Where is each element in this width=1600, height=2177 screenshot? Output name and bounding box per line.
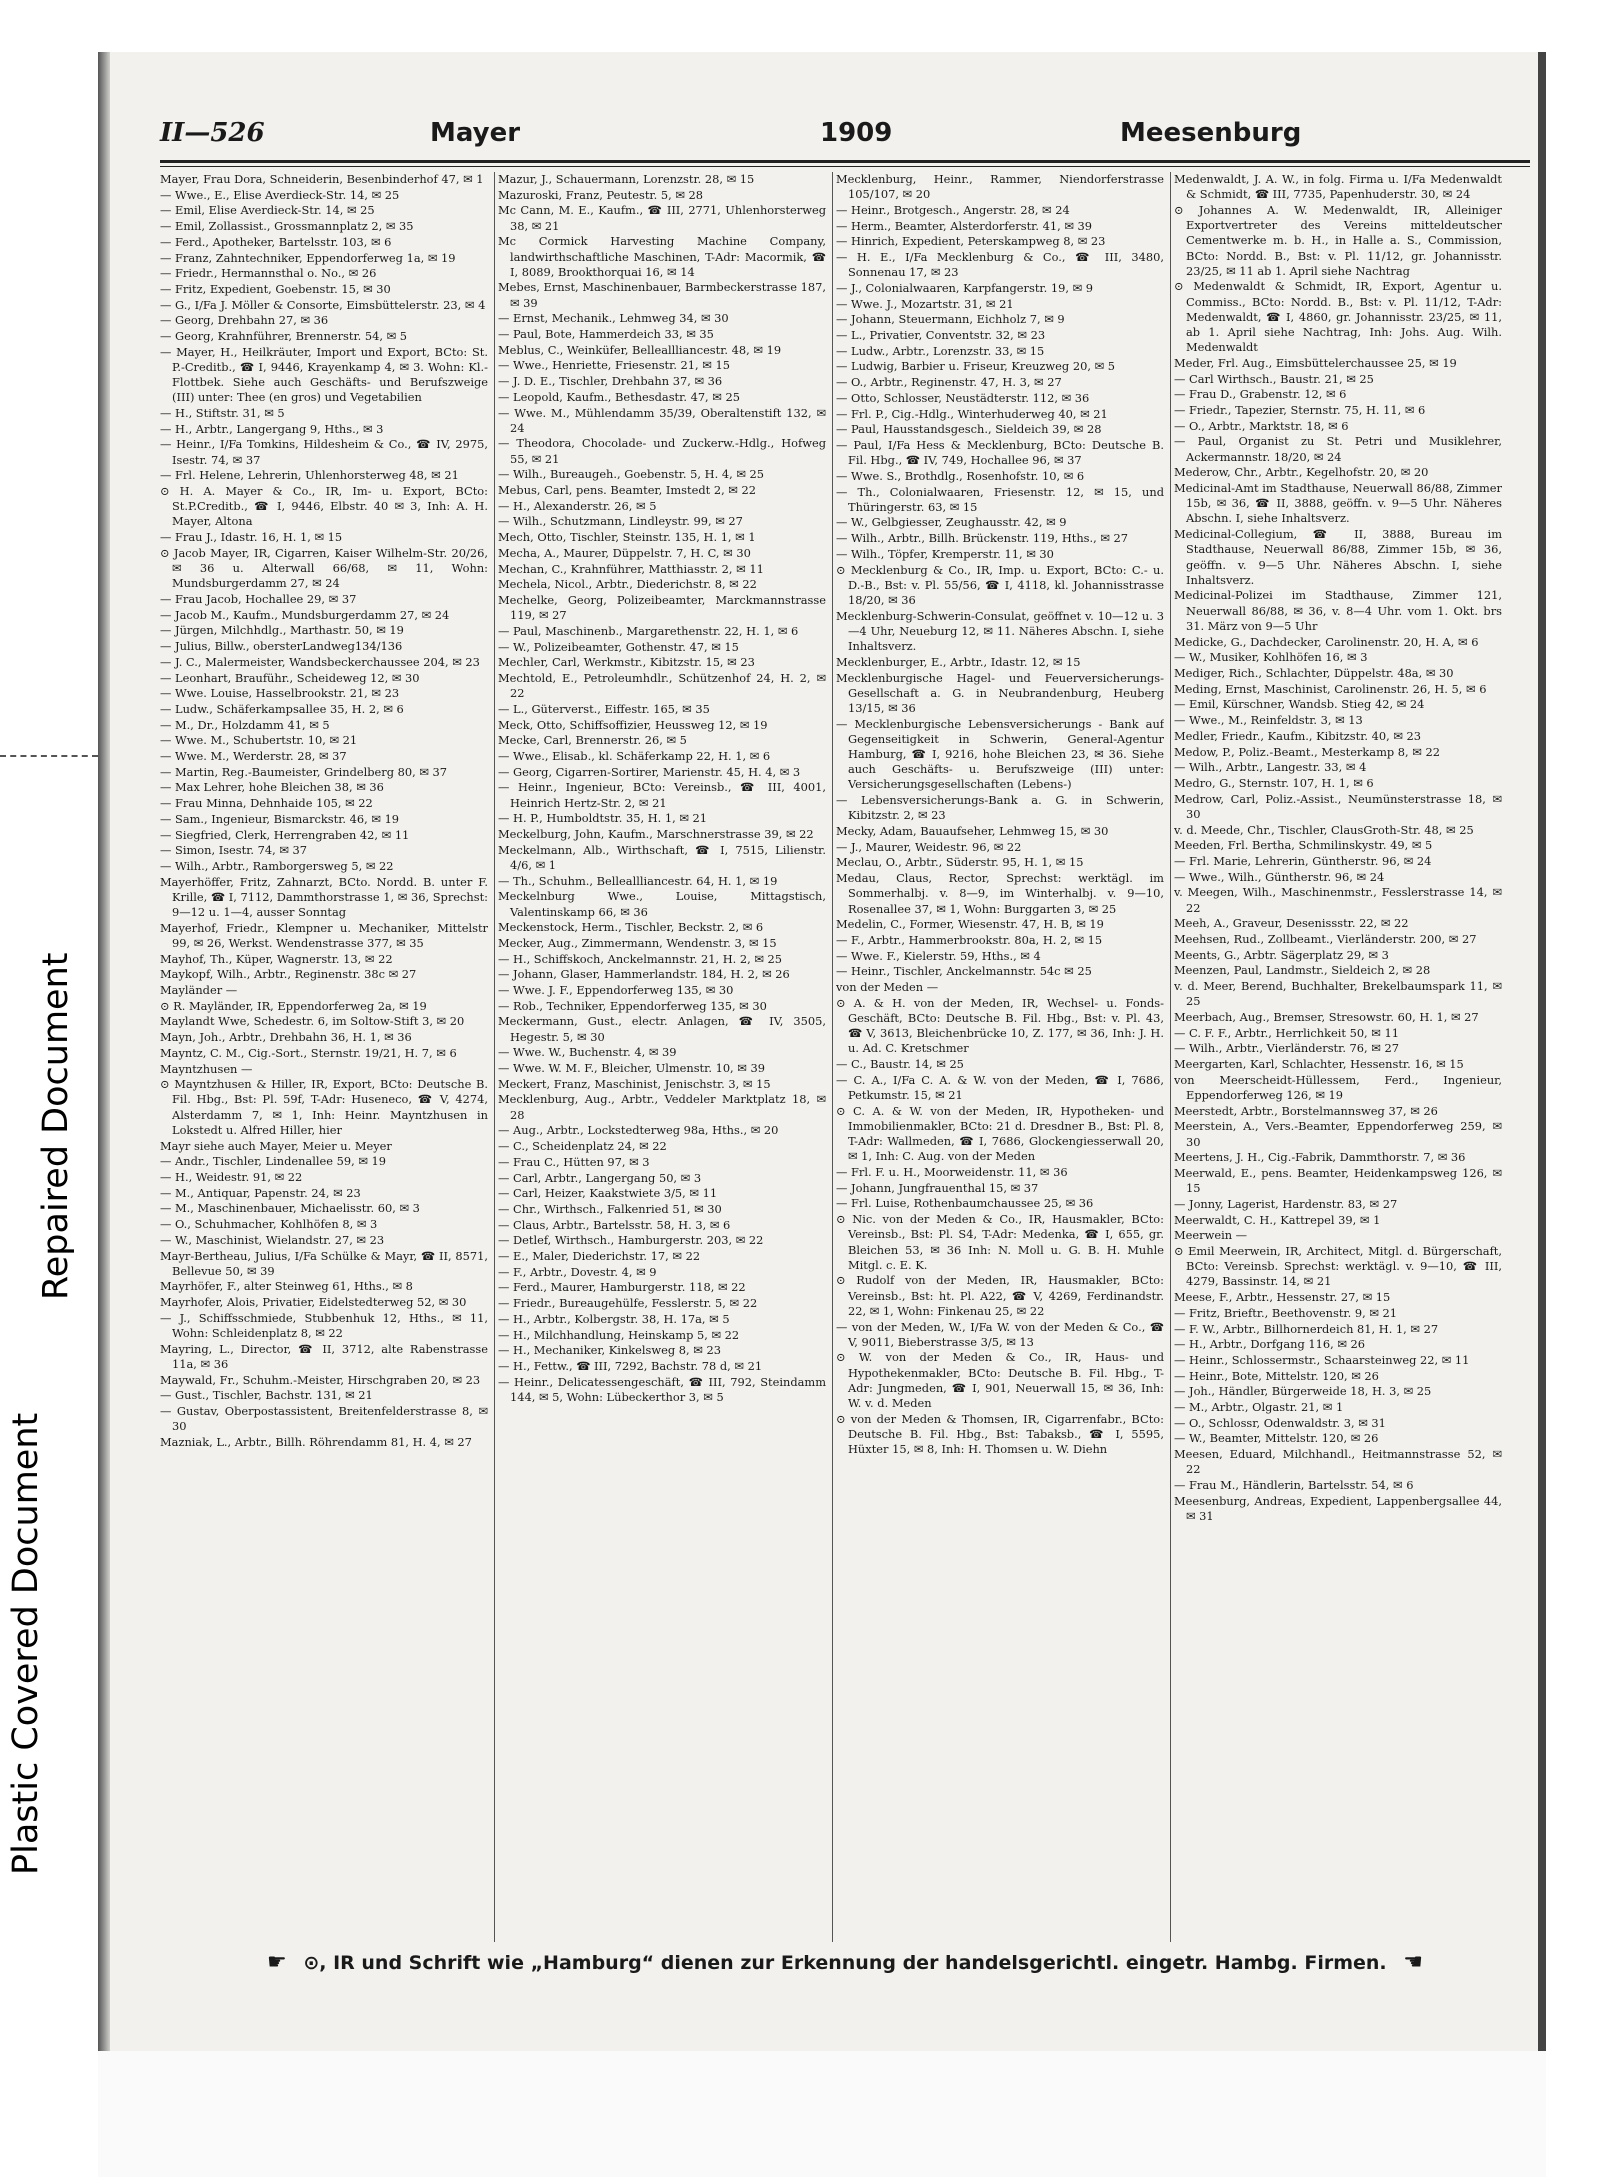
directory-entry: Medicinal-Amt im Stadthause, Neuerwall 86/88, Zimmer 15b, ✉ 36, ☎ II, 3888, geöffn. v. 9—5 Uhr. Näheres Abschn. I, siehe Inhaltsverz. xyxy=(1174,481,1502,526)
directory-entry: — H., Schiffskoch, Anckelmannstr. 21, H. 2, ✉ 25 xyxy=(498,951,783,966)
directory-entry: Meerwein — xyxy=(1174,1228,1248,1243)
directory-entry: Medrow, Carl, Poliz.-Assist., Neumünsterstrasse 18, ✉ 30 xyxy=(1174,791,1502,821)
directory-entry: ⊙ von der Meden & Thomsen, IR, Cigarrenfabr., BCto: Deutsche B. Fil. Hbg., Bst: Tabaksb., ☎ I, 5595, Hüxter 15, ✉ 8, Inh: H. Thomsen u. W. Diehn xyxy=(836,1411,1164,1457)
directory-entry: — Emil, Zollassist., Grossmannplatz 2, ✉ 35 xyxy=(160,219,414,234)
directory-entry: Medow, P., Poliz.-Beamt., Mesterkamp 8, ✉ 22 xyxy=(1174,744,1440,759)
directory-entry: Meckelmann, Alb., Wirthschaft, ☎ I, 7515, Lilienstr. 4/6, ✉ 1 xyxy=(498,842,826,872)
directory-entry: — Georg, Cigarren-Sortirer, Marienstr. 45, H. 4, ✉ 3 xyxy=(498,764,801,779)
directory-entry: Mechan, C., Krahnführer, Matthiasstr. 2, ✉ 11 xyxy=(498,561,764,576)
directory-entry: — Wwe. M., Mühlendamm 35/39, Oberaltenstift 132, ✉ 24 xyxy=(498,405,826,435)
directory-entry: ⊙ W. von der Meden & Co., IR, Haus- und Hypothekenmakler, BCto: Deutsche B. Fil. Hbg., T-Adr: Jungmeden, ☎ I, 901, Neuerwall 15, ✉ 36, Inh: W. v. d. Meden xyxy=(836,1350,1164,1411)
directory-entry: — Frau C., Hütten 97, ✉ 3 xyxy=(498,1154,650,1169)
directory-entry: — Wilh., Schutzmann, Lindleystr. 99, ✉ 27 xyxy=(498,514,743,529)
directory-entry: Mechela, Nicol., Arbtr., Diederichstr. 8, ✉ 22 xyxy=(498,577,757,592)
label-inner: Repaired Document xyxy=(36,952,76,1300)
directory-entry: Mecklenburg, Aug., Arbtr., Veddeler Marktplatz 18, ✉ 28 xyxy=(498,1092,826,1122)
directory-entry: ⊙ Mecklenburg & Co., IR, Imp. u. Export, BCto: C.- u. D.-B., Bst: v. Pl. 55/56, ☎ I, 4118, kl. Johannisstrasse 18/20, ✉ 36 xyxy=(836,562,1164,607)
directory-entry: Mayn, Joh., Arbtr., Drehbahn 36, H. 1, ✉ 36 xyxy=(160,1030,412,1045)
directory-entry: — M., Dr., Holzdamm 41, ✉ 5 xyxy=(160,717,330,732)
directory-entry: — Wilh., Arbtr., Langestr. 33, ✉ 4 xyxy=(1174,760,1367,775)
directory-entry: Mayerhof, Friedr., Klempner u. Mechaniker, Mittelstr 99, ✉ 26, Werkst. Wendenstrasse 377, ✉ 35 xyxy=(160,920,488,950)
last-name-header: Meesenburg xyxy=(1120,118,1302,148)
directory-entry: — Leopold, Kaufm., Bethesdastr. 47, ✉ 25 xyxy=(498,389,740,404)
directory-entry: Meckermann, Gust., electr. Anlagen, ☎ IV, 3505, Hegestr. 5, ✉ 30 xyxy=(498,1014,826,1044)
directory-entry: — Frl. P., Cig.-Hdlg., Winterhuderweg 40, ✉ 21 xyxy=(836,406,1108,421)
directory-entry: v. d. Meer, Berend, Buchhalter, Brekelbaumspark 11, ✉ 25 xyxy=(1174,979,1502,1009)
directory-entry: — Johann, Glaser, Hammerlandstr. 184, H. 2, ✉ 26 xyxy=(498,967,790,982)
directory-entry: — Ernst, Mechanik., Lehmweg 34, ✉ 30 xyxy=(498,311,729,326)
directory-entry: Meenzen, Paul, Landmstr., Sieldeich 2, ✉ 28 xyxy=(1174,963,1431,978)
pointing-hand-icon: ☛ xyxy=(266,1950,287,1975)
directory-entry: — Paul, Maschinenb., Margarethenstr. 22, H. 1, ✉ 6 xyxy=(498,623,799,638)
directory-entry: Meclau, O., Arbtr., Süderstr. 95, H. 1, ✉ 15 xyxy=(836,855,1084,870)
page-number: II—526 xyxy=(160,118,265,148)
directory-entry: Medau, Claus, Rector, Sprechst: werktägl. im Sommerhalbj. v. 8—9, im Winterhalbj. v. 9—10, Rosenallee 37, ✉ 1, Wohn: Burggarten 3, ✉ 25 xyxy=(836,871,1164,916)
directory-entry: Mc Cann, M. E., Kaufm., ☎ III, 2771, Uhlenhorsterweg 38, ✉ 21 xyxy=(498,203,826,233)
directory-entry: — Frl. Helene, Lehrerin, Uhlenhorsterweg 48, ✉ 21 xyxy=(160,468,459,483)
directory-entry: — M., Arbtr., Olgastr. 21, ✉ 1 xyxy=(1174,1400,1344,1415)
directory-entry: — Martin, Reg.-Baumeister, Grindelberg 80, ✉ 37 xyxy=(160,764,448,779)
directory-entry: Mecklenburg-Schwerin-Consulat, geöffnet v. 10—12 u. 3—4 Uhr, Neueburg 12, ✉ 11. Näheres Abschn. I, siehe Inhaltsverz. xyxy=(836,608,1164,654)
directory-entry: Mayntz, C. M., Cig.-Sort., Sternstr. 19/21, H. 7, ✉ 6 xyxy=(160,1045,457,1060)
directory-entry: Meckenstock, Herm., Tischler, Beckstr. 2, ✉ 6 xyxy=(498,920,764,935)
directory-entry: Mecky, Adam, Bauaufseher, Lehmweg 15, ✉ 30 xyxy=(836,824,1109,839)
directory-entry: — Georg, Drehbahn 27, ✉ 36 xyxy=(160,313,329,328)
scanned-page xyxy=(98,52,1546,2051)
directory-entry: — Wwe. J., Mozartstr. 31, ✉ 21 xyxy=(836,296,1014,311)
directory-entry: Medenwaldt, J. A. W., in folg. Firma u. I/Fa Medenwaldt & Schmidt, ☎ III, 7735, Papenhuderstr. 30, ✉ 24 xyxy=(1174,172,1502,202)
directory-entry: Mecklenburgische Hagel- und Feuerversicherungs-Gesellschaft a. G. in Neubrandenburg, Heuberg 13/15, ✉ 36 xyxy=(836,670,1164,715)
directory-entry: Mayrhöfer, F., alter Steinweg 61, Hths., ✉ 8 xyxy=(160,1279,413,1294)
directory-entry: — Paul, I/Fa Hess & Mecklenburg, BCto: Deutsche B. Fil. Hbg., ☎ IV, 749, Hochallee 96, ✉ 37 xyxy=(836,437,1164,468)
directory-entry: Mayr siehe auch Mayer, Meier u. Meyer xyxy=(160,1138,392,1153)
directory-entry: — Wwe. M., Werderstr. 28, ✉ 37 xyxy=(160,749,347,764)
directory-entry: — Joh., Händler, Bürgerweide 18, H. 3, ✉ 25 xyxy=(1174,1384,1432,1399)
directory-entry: — von der Meden, W., I/Fa W. von der Meden & Co., ☎ V, 9011, Bieberstrasse 3/5, ✉ 13 xyxy=(836,1319,1164,1349)
directory-entry: — Emil, Kürschner, Wandsb. Stieg 42, ✉ 24 xyxy=(1174,697,1425,712)
directory-entry: — Mecklenburgische Lebensversicherungs - Bank auf Gegenseitigkeit in Schwerin, General-Agentur Hamburg, ☎ I, 9216, hohe Bleichen 23, ✉ 36. Siehe auch Geschäfts- u. Berufszweige (III) unter: Versicherungsgesellschaften (Lebens-) xyxy=(836,716,1164,792)
directory-entry: Mediger, Rich., Schlachter, Düppelstr. 48a, ✉ 30 xyxy=(1174,666,1454,680)
directory-entry: — H., Arbtr., Dorfgang 116, ✉ 26 xyxy=(1174,1337,1366,1352)
directory-entry: Meeden, Frl. Bertha, Schmilinskystr. 49, ✉ 5 xyxy=(1174,838,1433,853)
page-edge xyxy=(98,52,110,2051)
directory-entry: — O., Arbtr., Reginenstr. 47, H. 3, ✉ 27 xyxy=(836,375,1062,390)
directory-entry: — J. D. E., Tischler, Drehbahn 37, ✉ 36 xyxy=(498,374,723,389)
page-footer xyxy=(160,1950,1530,1975)
directory-entry: Mebes, Ernst, Maschinenbauer, Barmbeckerstrasse 187, ✉ 39 xyxy=(498,280,826,310)
directory-entry: — Th., Colonialwaaren, Friesenstr. 12, ✉ 15, und Thüringerstr. 63, ✉ 15 xyxy=(836,484,1164,514)
directory-entry: Mayrhofer, Alois, Privatier, Eidelstedterweg 52, ✉ 30 xyxy=(160,1295,467,1310)
directory-entry: Meese, F., Arbtr., Hessenstr. 27, ✉ 15 xyxy=(1174,1290,1391,1305)
directory-entry: Mayer, Frau Dora, Schneiderin, Besenbinderhof 47, ✉ 1 xyxy=(160,172,484,186)
directory-entry: — H., Milchhandlung, Heinskamp 5, ✉ 22 xyxy=(498,1327,740,1342)
directory-entry: — Otto, Schlosser, Neustädterstr. 112, ✉ 36 xyxy=(836,390,1090,405)
directory-entry: Mecha, A., Maurer, Düppelstr. 7, H. C, ✉ 30 xyxy=(498,545,751,560)
directory-entry: — Fritz, Expedient, Goebenstr. 15, ✉ 30 xyxy=(160,281,391,296)
directory-entry: — Wwe. F., Kielerstr. 59, Hths., ✉ 4 xyxy=(836,948,1041,963)
directory-entry: — Andr., Tischler, Lindenallee 59, ✉ 19 xyxy=(160,1154,387,1169)
directory-entry: Mecke, Carl, Brennerstr. 26, ✉ 5 xyxy=(498,733,687,748)
directory-entry: Meertens, J. H., Cig.-Fabrik, Dammthorstr. 7, ✉ 36 xyxy=(1174,1150,1466,1165)
directory-entry: — O., Schlossr, Odenwaldstr. 3, ✉ 31 xyxy=(1174,1415,1386,1430)
directory-entry: — Heinr., Brotgesch., Angerstr. 28, ✉ 24 xyxy=(836,202,1070,217)
directory-entry: — Franz, Zahntechniker, Eppendorferweg 1a, ✉ 19 xyxy=(160,250,456,265)
directory-entry: — Paul, Bote, Hammerdeich 33, ✉ 35 xyxy=(498,327,714,342)
directory-entry: ⊙ H. A. Mayer & Co., IR, Im- u. Export, BCto: St.P.Creditb., ☎ I, 9446, Elbstr. 40 ✉ 3, Inh: A. H. Mayer, Altona xyxy=(160,484,488,529)
directory-entry: — H. E., I/Fa Mecklenburg & Co., ☎ III, 3480, Sonnenau 17, ✉ 23 xyxy=(836,250,1164,280)
directory-entry: ⊙ C. A. & W. von der Meden, IR, Hypotheken- und Immobilienmakler, BCto: 21 d. Dresdner B., Bst: Pl. 8, T-Adr: Wallmeden, ☎ I, 7686, Glockengiesserwall 20, ✉ 1, Inh: C. Aug. von der Meden xyxy=(836,1103,1164,1164)
directory-entry: — Heinr., Ingenieur, BCto: Vereinsb., ☎ III, 4001, Heinrich Hertz-Str. 2, ✉ 21 xyxy=(498,780,826,810)
directory-entry: — Heinr., Bote, Mittelstr. 120, ✉ 26 xyxy=(1174,1368,1379,1383)
directory-entry: — F., Arbtr., Hammerbrookstr. 80a, H. 2, ✉ 15 xyxy=(836,932,1103,947)
directory-entry: Mayntzhusen — xyxy=(160,1061,253,1076)
directory-entry: von Meerscheidt-Hüllessem, Ferd., Ingenieur, Eppendorferweg 126, ✉ 19 xyxy=(1174,1072,1502,1102)
directory-entry: — G., I/Fa J. Möller & Consorte, Eimsbüttelerstr. 23, ✉ 4 xyxy=(160,297,486,312)
directory-entry: — Johann, Steuermann, Eichholz 7, ✉ 9 xyxy=(836,312,1065,327)
directory-entry: Mazniak, L., Arbtr., Billh. Röhrendamm 81, H. 4, ✉ 27 xyxy=(160,1434,472,1449)
directory-entry: — Paul, Hausstandsgesch., Sieldeich 39, ✉ 28 xyxy=(836,422,1102,437)
directory-entry: — E., Maler, Diederichstr. 17, ✉ 22 xyxy=(498,1249,701,1264)
directory-entry: Meckelnburg Wwe., Louise, Mittagstisch, Valentinskamp 66, ✉ 36 xyxy=(498,889,826,919)
directory-entry: Mechler, Carl, Werkmstr., Kibitzstr. 15, ✉ 23 xyxy=(498,655,755,670)
directory-entry: Mederow, Chr., Arbtr., Kegelhofstr. 20, ✉ 20 xyxy=(1174,465,1429,480)
directory-entry: — Wwe., M., Reinfeldstr. 3, ✉ 13 xyxy=(1174,713,1363,728)
footer-text: ⊙, IR und Schrift wie „Hamburg“ dienen zur Erkennung der handelsgerichtl. eingetr. Hambg. Firmen. xyxy=(303,1952,1387,1974)
directory-entry: — H., Weidestr. 91, ✉ 22 xyxy=(160,1170,303,1184)
directory-entry: Mayhof, Th., Küper, Wagnerstr. 13, ✉ 22 xyxy=(160,951,393,966)
directory-entry: — Frl. Marie, Lehrerin, Güntherstr. 96, ✉ 24 xyxy=(1174,853,1432,868)
directory-entry: Medro, G., Sternstr. 107, H. 1, ✉ 6 xyxy=(1174,775,1374,790)
directory-entry: — Max Lehrer, hohe Bleichen 38, ✉ 36 xyxy=(160,780,384,795)
directory-entry: von der Meden — xyxy=(836,980,939,995)
directory-entry: ⊙ Nic. von der Meden & Co., IR, Hausmakler, BCto: Vereinsb., Bst: Pl. S4, T-Adr: Medenka, ☎ I, 655, gr. Bleichen 53, ✉ 36 Inh: N. Moll u. G. B. H. Muhle Mitgl. c. E. K. xyxy=(836,1212,1164,1272)
directory-entry: Meerstedt, Arbtr., Borstelmannsweg 37, ✉ 26 xyxy=(1174,1103,1438,1118)
directory-entry: — Wwe. W., Buchenstr. 4, ✉ 39 xyxy=(498,1045,677,1060)
directory-entry: — Lebensversicherungs-Bank a. G. in Schwerin, Kibitzstr. 2, ✉ 23 xyxy=(836,793,1164,823)
directory-entry: Mayländer — xyxy=(160,983,238,998)
column-4 xyxy=(1174,172,1502,1942)
directory-entry: — Th., Schuhm., Belleallliancestr. 64, H. 1, ✉ 19 xyxy=(498,873,778,888)
directory-entry: Meblus, C., Weinküfer, Belleallliancestr. 48, ✉ 19 xyxy=(498,342,782,357)
directory-entry: — Herm., Beamter, Alsterdorferstr. 41, ✉ 39 xyxy=(836,218,1092,233)
directory-entry: Meerwaldt, C. H., Kattrepel 39, ✉ 1 xyxy=(1174,1212,1381,1227)
directory-entry: — H., Arbtr., Kolbergstr. 38, H. 17a, ✉ 5 xyxy=(498,1311,730,1326)
year-header: 1909 xyxy=(820,118,893,148)
directory-entry: — Friedr., Hermannsthal o. No., ✉ 26 xyxy=(160,266,377,281)
directory-entry: Meckelburg, John, Kaufm., Marschnerstrasse 39, ✉ 22 xyxy=(498,827,814,842)
directory-entry: — Frl. F. u. H., Moorweidenstr. 11, ✉ 36 xyxy=(836,1165,1068,1179)
directory-entry: — Jürgen, Milchhdlg., Marthastr. 50, ✉ 19 xyxy=(160,623,404,638)
directory-entry: — Paul, Organist zu St. Petri und Musiklehrer, Ackermannstr. 18/20, ✉ 24 xyxy=(1174,434,1502,464)
directory-entry: Meerwald, E., pens. Beamter, Heidenkampsweg 126, ✉ 15 xyxy=(1174,1166,1502,1196)
directory-entry: — Carl, Heizer, Kaakstwiete 3/5, ✉ 11 xyxy=(498,1186,718,1201)
directory-entry: ⊙ Jacob Mayer, IR, Cigarren, Kaiser Wilhelm-Str. 20/26, ✉ 36 u. Alterwall 66/68, ✉ 11, Wohn: Mundsburgerdamm 27, ✉ 24 xyxy=(160,545,488,591)
directory-entry: — H., Arbtr., Langergang 9, Hths., ✉ 3 xyxy=(160,421,384,436)
directory-entry: — F., Arbtr., Dovestr. 4, ✉ 9 xyxy=(498,1264,657,1279)
directory-entry: — Theodora, Chocolade- und Zuckerw.-Hdlg., Hofweg 55, ✉ 21 xyxy=(498,436,826,466)
directory-entry: Meergarten, Karl, Schlachter, Hessenstr. 16, ✉ 15 xyxy=(1174,1057,1464,1072)
directory-entry: — C., Baustr. 14, ✉ 25 xyxy=(836,1057,964,1072)
label-outer: Plastic Covered Document xyxy=(6,1412,46,1875)
directory-entry: — Jacob M., Kaufm., Mundsburgerdamm 27, ✉ 24 xyxy=(160,607,450,622)
directory-entry: — H. P., Humboldtstr. 35, H. 1, ✉ 21 xyxy=(498,811,708,826)
directory-entry: — Wwe. M., Schubertstr. 10, ✉ 21 xyxy=(160,733,358,748)
directory-entry: — Ludw., Arbtr., Lorenzstr. 33, ✉ 15 xyxy=(836,343,1045,358)
directory-entry: — Simon, Isestr. 74, ✉ 37 xyxy=(160,843,308,858)
page-header xyxy=(160,114,1530,158)
directory-entry: Meder, Frl. Aug., Eimsbüttelerchaussee 25, ✉ 19 xyxy=(1174,355,1457,370)
directory-entry: — Frau D., Grabenstr. 12, ✉ 6 xyxy=(1174,387,1347,402)
directory-entry: — Gustav, Oberpostassistent, Breitenfelderstrasse 8, ✉ 30 xyxy=(160,1404,488,1434)
directory-entry: — Chr., Wirthsch., Falkenried 51, ✉ 30 xyxy=(498,1201,722,1216)
directory-entry: — O., Schuhmacher, Kohlhöfen 8, ✉ 3 xyxy=(160,1217,378,1232)
directory-entry: Meerbach, Aug., Bremser, Stresowstr. 60, H. 1, ✉ 27 xyxy=(1174,1009,1479,1024)
directory-entry: ⊙ Emil Meerwein, IR, Architect, Mitgl. d. Bürgerschaft, BCto: Vereinsb. Sprechst: werktägl. v. 9—10, ☎ III, 4279, Bassinstr. 14, ✉ 21 xyxy=(1174,1244,1502,1289)
background-strip xyxy=(98,2051,1546,2177)
directory-entry: Mazuroski, Franz, Peutestr. 5, ✉ 28 xyxy=(498,187,703,202)
directory-entry: — Friedr., Bureaugehülfe, Fesslerstr. 5, ✉ 22 xyxy=(498,1296,758,1311)
directory-entry: — Sam., Ingenieur, Bismarckstr. 46, ✉ 19 xyxy=(160,811,400,826)
directory-entry: Maylandt Wwe, Schedestr. 6, im Soltow-Stift 3, ✉ 20 xyxy=(160,1014,465,1029)
column-divider xyxy=(1170,172,1171,1942)
directory-entry: — H., Alexanderstr. 26, ✉ 5 xyxy=(498,498,657,513)
directory-entry: Meeh, A., Graveur, Desenissstr. 22, ✉ 22 xyxy=(1174,916,1409,931)
directory-entry: — W., Musiker, Kohlhöfen 16, ✉ 3 xyxy=(1174,650,1368,665)
directory-entry: — Hinrich, Expedient, Peterskampweg 8, ✉ 23 xyxy=(836,234,1106,249)
directory-entry: — J., Colonialwaaren, Karpfangerstr. 19, ✉ 9 xyxy=(836,280,1093,295)
directory-entry: — Wwe., Elisab., kl. Schäferkamp 22, H. 1, ✉ 6 xyxy=(498,749,771,764)
directory-entry: — Wwe., E., Elise Averdieck-Str. 14, ✉ 25 xyxy=(160,187,400,202)
directory-entry: — Wilh., Arbtr., Billh. Brückenstr. 119, Hths., ✉ 27 xyxy=(836,531,1129,546)
directory-entry: — Julius, Billw., obersterLandweg134/136 xyxy=(160,639,403,654)
directory-entry: Meesenburg, Andreas, Expedient, Lappenbergsallee 44, ✉ 31 xyxy=(1174,1493,1502,1523)
directory-entry: — M., Antiquar, Papenstr. 24, ✉ 23 xyxy=(160,1185,361,1200)
directory-entry: — Friedr., Tapezier, Sternstr. 75, H. 11, ✉ 6 xyxy=(1174,403,1426,418)
directory-entry: — Rob., Techniker, Eppendorferweg 135, ✉ 30 xyxy=(498,998,767,1013)
directory-entry: ⊙ A. & H. von der Meden, IR, Wechsel- u. Fonds-Geschäft, BCto: Deutsche B. Fil. Hbg., Bst: v. Pl. 43, ☎ V, 3613, Bleichenbrücke 10, Z. 177, ✉ 36, Inh: J. H. u. Ad. C. Kretschmer xyxy=(836,995,1164,1056)
directory-entry: Mecklenburg, Heinr., Rammer, Niendorferstrasse 105/107, ✉ 20 xyxy=(836,172,1164,202)
directory-entry: v. Meegen, Wilh., Maschinenmstr., Fesslerstrasse 14, ✉ 22 xyxy=(1174,885,1502,915)
directory-entry: — Frau Minna, Dehnhaide 105, ✉ 22 xyxy=(160,796,373,811)
directory-entry: — H., Mechaniker, Kinkelsweg 8, ✉ 23 xyxy=(498,1343,721,1358)
directory-entry: Meerstein, A., Vers.-Beamter, Eppendorferweg 259, ✉ 30 xyxy=(1174,1119,1502,1149)
directory-entry: Medler, Friedr., Kaufm., Kibitzstr. 40, ✉ 23 xyxy=(1174,728,1422,743)
directory-entry: — Emil, Elise Averdieck-Str. 14, ✉ 25 xyxy=(160,203,375,218)
directory-entry: Mecklenburger, E., Arbtr., Idastr. 12, ✉ 15 xyxy=(836,654,1081,669)
directory-entry: Mc Cormick Harvesting Machine Company, landwirthschaftliche Maschinen, T-Adr: Macormik, ☎ I, 8089, Brookthorquai 16, ✉ 14 xyxy=(498,234,826,279)
directory-entry: — Heinr., Delicatessengeschäft, ☎ III, 792, Steindamm 144, ✉ 5, Wohn: Lübeckerthor 3, ✉ 5 xyxy=(498,1374,826,1404)
directory-entry: ⊙ Mayntzhusen & Hiller, IR, Export, BCto: Deutsche B. Fil. Hbg., Bst: Pl. 59f, T-Adr: Huseneco, ☎ V, 4274, Alsterdamm 7, ✉ 1, Inh: Heinr. Mayntzhusen in Lokstedt u. Alfred Hiller, hier xyxy=(160,1077,488,1137)
directory-entry: — Ferd., Apotheker, Bartelsstr. 103, ✉ 6 xyxy=(160,234,392,249)
directory-entry: — Wwe. W. M. F., Bleicher, Ulmenstr. 10, ✉ 39 xyxy=(498,1061,765,1076)
directory-entry: Medelin, C., Former, Wiesenstr. 47, H. B, ✉ 19 xyxy=(836,917,1104,932)
directory-entry: — C. F. F., Arbtr., Herrlichkeit 50, ✉ 11 xyxy=(1174,1025,1399,1040)
directory-entry: — Heinr., Tischler, Anckelmannstr. 54c ✉ 25 xyxy=(836,964,1092,979)
directory-entry: — Leonhart, Brauführ., Scheideweg 12, ✉ 30 xyxy=(160,670,420,685)
directory-entry: — Gust., Tischler, Bachstr. 131, ✉ 21 xyxy=(160,1388,373,1403)
directory-entry: Medicke, G., Dachdecker, Carolinenstr. 20, H. A, ✉ 6 xyxy=(1174,634,1479,649)
directory-entry: ⊙ Rudolf von der Meden, IR, Hausmakler, BCto: Vereinsb., Bst: ht. Pl. A22, ☎ V, 4269, Ferdinandstr. 22, ✉ 1, Wohn: Finkenau 25, ✉ 22 xyxy=(836,1273,1164,1318)
column-divider xyxy=(832,172,833,1942)
directory-entry: Mayerhöffer, Fritz, Zahnarzt, BCto. Nordd. B. unter F. Krille, ☎ I, 7112, Dammthorstrasse 1, ✉ 36, Sprechst: 9—12 u. 1—4, ausser Sonntag xyxy=(160,874,488,920)
directory-entry: Mechtold, E., Petroleumhdlr., Schützenhof 24, H. 2, ✉ 22 xyxy=(498,671,826,701)
directory-entry: — Claus, Arbtr., Bartelsstr. 58, H. 3, ✉ 6 xyxy=(498,1217,731,1232)
directory-entry: Mayr-Bertheau, Julius, I/Fa Schülke & Mayr, ☎ II, 8571, Bellevue 50, ✉ 39 xyxy=(160,1248,488,1278)
header-rule xyxy=(160,166,1530,167)
directory-entry: — Wwe. Louise, Hasselbrookstr. 21, ✉ 23 xyxy=(160,686,400,701)
directory-entry: — W., Polizeibeamter, Gothenstr. 47, ✉ 15 xyxy=(498,639,739,654)
directory-entry: — Ludw., Schäferkampsallee 35, H. 2, ✉ 6 xyxy=(160,701,404,716)
directory-entry: — Detlef, Wirthsch., Hamburgerstr. 203, ✉ 22 xyxy=(498,1233,764,1248)
directory-entry: — M., Maschinenbauer, Michaelisstr. 60, ✉ 3 xyxy=(160,1201,420,1216)
directory-entry: — W., Gelbgiesser, Zeughausstr. 42, ✉ 9 xyxy=(836,515,1067,530)
directory-entry: Meents, G., Arbtr. Sägerplatz 29, ✉ 3 xyxy=(1174,947,1389,962)
directory-entry: Mebus, Carl, pens. Beamter, Imstedt 2, ✉ 22 xyxy=(498,483,756,498)
directory-entry: Medicinal-Collegium, ☎ II, 3888, Bureau im Stadthause, Neuerwall 86/88, Zimmer 15b, ✉ 36, geöffn. v. 9—5 Uhr. Näheres Abschn. I, siehe Inhaltsverz. xyxy=(1174,527,1502,587)
directory-entry: v. d. Meede, Chr., Tischler, ClausGroth-Str. 48, ✉ 25 xyxy=(1174,822,1474,837)
directory-entry: — Frau J., Idastr. 16, H. 1, ✉ 15 xyxy=(160,530,343,545)
divider xyxy=(0,755,98,757)
directory-entry: ⊙ Johannes A. W. Medenwaldt, IR, Alleiniger Exportvertreter des Vereins mitteldeutscher Cementwerke m. b. H., in Halle a. S., Commission, BCto: Nordd. B., Bst: v. Pl. 11/12, gr. Johannisstr. 23/25, ✉ 11 ab 1. April siehe Nachtrag xyxy=(1174,202,1502,278)
page-edge xyxy=(1538,52,1546,2051)
directory-entry: — Frau Jacob, Hochallee 29, ✉ 37 xyxy=(160,591,357,606)
directory-entry: Meehsen, Rud., Zollbeamt., Vierländerstr. 200, ✉ 27 xyxy=(1174,931,1477,946)
directory-entry: — Jonny, Lagerist, Hardenstr. 83, ✉ 27 xyxy=(1174,1196,1398,1211)
directory-entry: Meckert, Franz, Maschinist, Jenischstr. 3, ✉ 15 xyxy=(498,1076,771,1091)
directory-entry: Medicinal-Polizei im Stadthause, Zimmer 121, Neuerwall 86/88, ✉ 36, v. 8—4 Uhr. vom 1. Okt. brs 31. März von 9—5 Uhr xyxy=(1174,588,1502,633)
directory-entry: — H., Fettw., ☎ III, 7292, Bachstr. 78 d, ✉ 21 xyxy=(498,1358,763,1373)
directory-entry: — Ludwig, Barbier u. Friseur, Kreuzweg 20, ✉ 5 xyxy=(836,359,1115,374)
directory-entry: Maywald, Fr., Schuhm.-Meister, Hirschgraben 20, ✉ 23 xyxy=(160,1372,481,1387)
directory-entry: — L., Privatier, Conventstr. 32, ✉ 23 xyxy=(836,328,1046,343)
directory-entry: — Wwe., Wilh., Güntherstr. 96, ✉ 24 xyxy=(1174,869,1385,884)
directory-entry: — Carl Wirthsch., Baustr. 21, ✉ 25 xyxy=(1174,371,1374,386)
directory-entry: — Heinr., I/Fa Tomkins, Hildesheim & Co., ☎ IV, 2975, Isestr. 74, ✉ 37 xyxy=(160,437,488,467)
directory-entry: — Aug., Arbtr., Lockstedterweg 98a, Hths., ✉ 20 xyxy=(498,1123,779,1138)
directory-entry: — Heinr., Schlossermstr., Schaarsteinweg 22, ✉ 11 xyxy=(1174,1352,1470,1367)
directory-entry: — J., Maurer, Weidestr. 96, ✉ 22 xyxy=(836,839,1022,854)
directory-entry: — Georg, Krahnführer, Brennerstr. 54, ✉ 5 xyxy=(160,329,408,344)
directory-entry: — F. W., Arbtr., Billhornerdeich 81, H. 1, ✉ 27 xyxy=(1174,1321,1439,1336)
directory-entry: — Wwe. S., Brothdlg., Rosenhofstr. 10, ✉ 6 xyxy=(836,468,1085,483)
directory-entry: — Carl, Arbtr., Langergang 50, ✉ 3 xyxy=(498,1170,702,1185)
directory-entry: Maykopf, Wilh., Arbtr., Reginenstr. 38c ✉ 27 xyxy=(160,967,417,982)
directory-entry: — Siegfried, Clerk, Herrengraben 42, ✉ 11 xyxy=(160,827,410,842)
directory-entry: — Fritz, Brieftr., Beethovenstr. 9, ✉ 21 xyxy=(1174,1305,1398,1320)
directory-entry: — Johann, Jungfrauenthal 15, ✉ 37 xyxy=(836,1180,1039,1195)
column-1 xyxy=(160,172,488,1942)
directory-entry: Mayring, L., Director, ☎ II, 3712, alte Rabenstrasse 11a, ✉ 36 xyxy=(160,1341,488,1371)
directory-entry: — J., Schiffsschmiede, Stubbenhuk 12, Hths., ✉ 11, Wohn: Schleidenplatz 8, ✉ 22 xyxy=(160,1310,488,1341)
pointing-hand-icon: ☚ xyxy=(1403,1950,1424,1975)
directory-entry: — Wilh., Arbtr., Ramborgersweg 5, ✉ 22 xyxy=(160,858,394,873)
directory-entry: Meck, Otto, Schiffsoffizier, Heussweg 12, ✉ 19 xyxy=(498,717,768,732)
directory-entry: Mecker, Aug., Zimmermann, Wendenstr. 3, ✉ 15 xyxy=(498,935,777,950)
column-divider xyxy=(494,172,495,1942)
directory-entry: ⊙ Medenwaldt & Schmidt, IR, Export, Agentur u. Commiss., BCto: Nordd. B., Bst: v. Pl. 11/12, T-Adr: Medenwaldt, ☎ I, 4860, gr. Johannisstr. 23/25, ✉ 11, ab 1. April siehe Nachtrag, Inh: Johs. Aug. Wilh. Medenwaldt xyxy=(1174,279,1502,355)
directory-entry: — Wilh., Bureaugeh., Goebenstr. 5, H. 4, ✉ 25 xyxy=(498,467,764,482)
directory-entry: — Wwe., Henriette, Friesenstr. 21, ✉ 15 xyxy=(498,358,730,373)
directory-entry: — J. C., Malermeister, Wandsbeckerchaussee 204, ✉ 23 xyxy=(160,654,480,669)
directory-entry: Mazur, J., Schauermann, Lorenzstr. 28, ✉ 15 xyxy=(498,172,755,186)
directory-entry: — Frl. Luise, Rothenbaumchaussee 25, ✉ 36 xyxy=(836,1196,1094,1211)
sidebar-margin xyxy=(0,0,98,2177)
directory-entry: — Wwe. J. F., Eppendorferweg 135, ✉ 30 xyxy=(498,983,734,998)
directory-entry: — Frau M., Händlerin, Bartelsstr. 54, ✉ 6 xyxy=(1174,1478,1414,1493)
header-rule xyxy=(160,160,1530,163)
directory-entry: Meesen, Eduard, Milchhandl., Heitmannstrasse 52, ✉ 22 xyxy=(1174,1447,1502,1477)
first-name-header: Mayer xyxy=(430,118,521,148)
directory-entry: Mech, Otto, Tischler, Steinstr. 135, H. 1, ✉ 1 xyxy=(498,530,756,545)
directory-entry: ⊙ R. Mayländer, IR, Eppendorferweg 2a, ✉ 19 xyxy=(160,998,427,1013)
column-2 xyxy=(498,172,826,1942)
directory-entry: Meding, Ernst, Maschinist, Carolinenstr. 26, H. 5, ✉ 6 xyxy=(1174,681,1487,696)
directory-entry: — W., Maschinist, Wielandstr. 27, ✉ 23 xyxy=(160,1232,385,1247)
directory-entry: — C. A., I/Fa C. A. & W. von der Meden, ☎ I, 7686, Petkumstr. 15, ✉ 21 xyxy=(836,1072,1164,1102)
directory-entry: — Wilh., Arbtr., Vierländerstr. 76, ✉ 27 xyxy=(1174,1041,1399,1056)
directory-entry: — L., Güterverst., Eiffestr. 165, ✉ 35 xyxy=(498,701,710,716)
directory-entry: — W., Beamter, Mittelstr. 120, ✉ 26 xyxy=(1174,1431,1379,1446)
directory-entry: Mechelke, Georg, Polizeibeamter, Marckmannstrasse 119, ✉ 27 xyxy=(498,592,826,623)
column-3 xyxy=(836,172,1164,1942)
directory-entry: — C., Scheidenplatz 24, ✉ 22 xyxy=(498,1139,667,1154)
directory-entry: — Mayer, H., Heilkräuter, Import und Export, BCto: St. P.-Creditb., ☎ I, 9446, Krayenkamp 4, ✉ 3. Wohn: Kl.-Flottbek. Siehe auch Geschäfts- und Berufszweige (III) unter: Thee (en gros) und Vegetabilien xyxy=(160,344,488,405)
directory-entry: — Wilh., Töpfer, Kremperstr. 11, ✉ 30 xyxy=(836,546,1054,561)
directory-entry: — H., Stiftstr. 31, ✉ 5 xyxy=(160,406,285,421)
directory-entry: — O., Arbtr., Marktstr. 18, ✉ 6 xyxy=(1174,418,1349,433)
directory-entry: — Ferd., Maurer, Hamburgerstr. 118, ✉ 22 xyxy=(498,1280,746,1295)
